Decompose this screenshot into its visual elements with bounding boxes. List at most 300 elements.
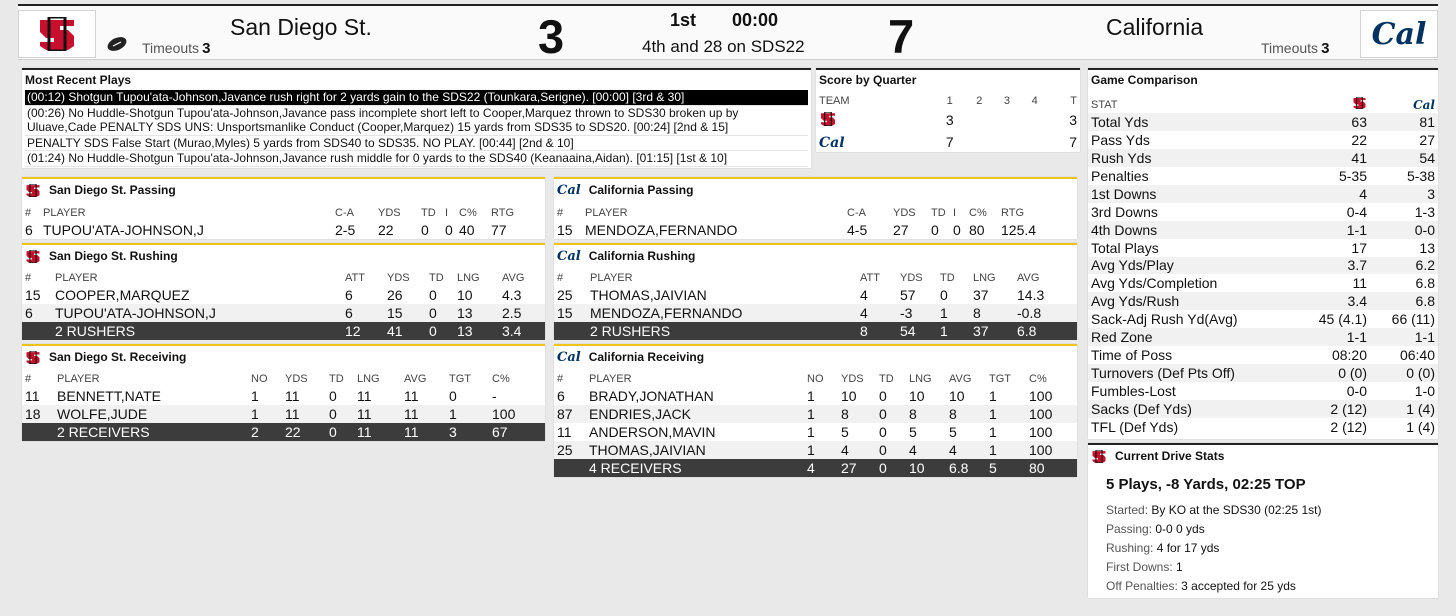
away-value: 54 xyxy=(1370,149,1438,167)
cell-lng: 10 xyxy=(906,459,946,477)
sdsu-logo-icon xyxy=(1290,96,1370,113)
col-header: LNG xyxy=(973,271,996,284)
panel-header xyxy=(554,346,1077,366)
home-value: 2 (12) xyxy=(1290,400,1370,418)
drive-summary: 5 Plays, -8 Yards, 02:25 TOP xyxy=(1106,476,1306,493)
cell-att: 8 xyxy=(857,322,897,340)
col-header: AVG xyxy=(502,271,525,284)
cell-ca: 2-5 xyxy=(335,222,356,238)
away-value: 1 (4) xyxy=(1370,400,1438,418)
cell-number: 25 xyxy=(557,287,573,303)
cell-td: 0 xyxy=(876,405,906,423)
away-value: 1-3 xyxy=(1414,203,1435,220)
stat-label: TFL (Def Yds) xyxy=(1091,418,1179,435)
comparison-row xyxy=(1088,257,1438,275)
stat-label: Avg Yds/Rush xyxy=(1088,292,1290,310)
cell-lng: 5 xyxy=(909,424,917,440)
away-value: 6.2 xyxy=(1370,257,1438,275)
cell-number xyxy=(22,423,54,441)
cell-player: 2 RUSHERS xyxy=(587,322,857,340)
cal-receiving-table xyxy=(554,370,1077,477)
cell-pct: 80 xyxy=(969,222,985,238)
cell-lng: 37 xyxy=(970,322,1014,340)
cell-att: 6 xyxy=(342,304,384,322)
cell-player[interactable]: WOLFE,JUDE xyxy=(54,405,248,423)
cell-avg: 6.8 xyxy=(1014,322,1077,340)
cal-logo-icon: Cal xyxy=(819,134,845,151)
cell-lng: 8 xyxy=(906,405,946,423)
timeouts-label: Timeouts xyxy=(1261,40,1319,56)
table-row xyxy=(554,304,1077,322)
cell-no: 4 xyxy=(804,459,838,477)
home-value: 3.4 xyxy=(1290,292,1370,310)
cell-att: 4 xyxy=(857,304,897,322)
home-value: 4 xyxy=(1290,185,1370,203)
cell-avg: 4.3 xyxy=(502,287,522,303)
cell-pct: 67 xyxy=(489,423,545,441)
cal-logo-icon: Cal xyxy=(557,349,581,365)
cell-lng: 11 xyxy=(357,388,372,404)
col-header: TD xyxy=(940,271,955,284)
quarter-score xyxy=(993,131,1021,153)
home-value: 0-0 xyxy=(1346,383,1367,400)
panel-title: California Rushing xyxy=(588,249,696,263)
cell-number: 15 xyxy=(557,222,573,238)
cell-player[interactable]: TUPOU'ATA-JOHNSON,J xyxy=(52,304,342,322)
cell-td: 0 xyxy=(876,459,906,477)
away-value: 5-38 xyxy=(1406,167,1435,184)
quarter-score xyxy=(965,109,993,131)
cell-yds: 57 xyxy=(900,287,916,303)
table-row xyxy=(22,304,545,322)
col-header: TD xyxy=(421,206,436,219)
away-value: 6.8 xyxy=(1415,275,1435,292)
cell-pct: 100 xyxy=(1029,388,1053,404)
home-value: 0-4 xyxy=(1346,203,1367,220)
comparison-row xyxy=(1088,400,1438,418)
cell-lng: 10 xyxy=(457,287,473,303)
cell-yds: 4 xyxy=(838,441,876,459)
cell-pct: 100 xyxy=(489,405,545,423)
sdsu-logo-icon xyxy=(1091,450,1107,463)
cell-avg: 11 xyxy=(401,405,446,423)
col-header: TD xyxy=(329,372,344,385)
cell-no: 1 xyxy=(804,405,838,423)
panel-title: Current Drive Stats xyxy=(1115,449,1225,463)
comparison-row xyxy=(1088,328,1438,346)
col-header: C% xyxy=(1029,372,1047,385)
panel-title: San Diego St. Rushing xyxy=(49,249,178,263)
away-value: 0 (0) xyxy=(1370,364,1438,382)
cell-player[interactable]: BENNETT,NATE xyxy=(57,388,161,404)
comparison-row xyxy=(1088,185,1438,203)
cell-no: 2 xyxy=(248,423,282,441)
col-header: YDS xyxy=(378,206,401,219)
cal-receiving-panel xyxy=(554,344,1077,477)
col-header: # xyxy=(25,271,32,284)
cell-tgt: 1 xyxy=(986,405,1026,423)
cal-rushing-table xyxy=(554,269,1077,340)
cell-tgt: 3 xyxy=(446,423,489,441)
cell-tgt: 1 xyxy=(989,424,997,440)
cell-att: 6 xyxy=(345,287,353,303)
cal-passing-panel xyxy=(554,177,1077,239)
cell-avg: 8 xyxy=(946,405,986,423)
away-value: 3 xyxy=(1370,185,1438,203)
panel-title: Most Recent Plays xyxy=(25,73,132,87)
stat-label: Red Zone xyxy=(1088,328,1290,346)
cell-int: 0 xyxy=(445,222,453,238)
table-row xyxy=(22,405,545,423)
panel-header xyxy=(22,245,545,265)
away-value: 1 (4) xyxy=(1406,418,1435,435)
table-row xyxy=(554,387,1077,405)
play-item[interactable]: (01:24) No Huddle-Shotgun Tupou'ata-Johnson,Javance rush middle for 0 yards to the SDS40 (Keanaaina,Aidan). [01:15] [1st & 10] xyxy=(25,151,808,167)
col-header: 1 xyxy=(946,94,953,107)
col-header: LNG xyxy=(357,372,380,385)
home-value: 45 (4.1) xyxy=(1318,311,1367,328)
drive-stat-line xyxy=(1106,501,1420,520)
cell-att: 12 xyxy=(342,322,384,340)
cell-number: 87 xyxy=(554,405,586,423)
sds-passing-panel xyxy=(22,177,545,239)
home-value: 63 xyxy=(1290,113,1370,131)
cell-player[interactable]: MENDOZA,FERNANDO xyxy=(585,222,738,238)
col-header: C-A xyxy=(335,206,354,219)
sds-passing-table xyxy=(22,204,545,239)
comparison-row xyxy=(1088,131,1438,149)
current-drive-panel xyxy=(1088,443,1438,598)
panel-title: San Diego St. Passing xyxy=(49,183,176,197)
cell-number xyxy=(554,459,586,477)
col-header: RTG xyxy=(491,206,515,219)
col-header: YDS xyxy=(900,271,923,284)
sdsu-logo-icon xyxy=(18,10,96,58)
col-header: C% xyxy=(492,372,510,385)
col-header: YDS xyxy=(387,271,410,284)
cell-td: 0 xyxy=(326,423,354,441)
col-header: 2 xyxy=(976,94,983,107)
cell-number xyxy=(554,322,587,340)
sdsu-logo-icon xyxy=(25,351,41,364)
table-row xyxy=(22,221,545,239)
home-score: 3 xyxy=(538,10,565,63)
cal-logo-icon: Cal xyxy=(1360,10,1438,58)
cell-number: 25 xyxy=(554,441,586,459)
col-header: # xyxy=(557,271,564,284)
cell-no: 1 xyxy=(804,441,838,459)
timeouts-label: Timeouts xyxy=(142,40,200,56)
comparison-row xyxy=(1088,149,1438,167)
comparison-row xyxy=(1088,346,1438,364)
home-value: 1-1 xyxy=(1290,221,1370,239)
cal-logo-icon: Cal xyxy=(1413,97,1435,112)
stat-label: Fumbles-Lost xyxy=(1091,383,1176,400)
cell-player[interactable]: THOMAS,JAIVIAN xyxy=(590,287,707,303)
drive-stat-label: Passing: xyxy=(1106,522,1153,536)
drive-stat-value: 0-0 0 yds xyxy=(1155,522,1205,536)
cell-player[interactable]: THOMAS,JAIVIAN xyxy=(586,441,804,459)
cal-logo-icon: Cal xyxy=(557,182,581,198)
cell-lng: 11 xyxy=(354,423,401,441)
cell-player: 4 RECEIVERS xyxy=(586,459,804,477)
col-header: ATT xyxy=(345,271,365,284)
col-header: TD xyxy=(931,206,946,219)
col-header: I xyxy=(445,206,449,219)
panel-title: California Passing xyxy=(588,183,694,197)
timeouts-value: 3 xyxy=(202,40,211,57)
play-item[interactable]: (00:26) No Huddle-Shotgun Tupou'ata-Johnson,Javance pass incomplete short left to Cooper,Marquez thrown to SDS30 broken up by Uluave,Cade PENALTY SDS UNS: Unsportsmanlike Conduct (Cooper,Marquez) 15 yards from SDS35 to SDS20. [00:24] [2nd & 15] xyxy=(25,106,808,136)
col-header: PLAYER xyxy=(585,206,628,219)
cell-pct: 100 xyxy=(1026,405,1077,423)
quarter-score: 7 xyxy=(945,134,954,150)
col-header: C-A xyxy=(847,206,866,219)
sdsu-logo-icon xyxy=(25,250,41,263)
cell-rtg: 125.4 xyxy=(1001,222,1037,238)
cell-yds: -3 xyxy=(897,304,937,322)
home-value: 08:20 xyxy=(1331,347,1367,364)
panel-title: Game Comparison xyxy=(1091,73,1198,87)
drive-stat-line xyxy=(1106,520,1420,539)
sds-rushing-panel xyxy=(22,243,545,339)
stat-label: Pass Yds xyxy=(1091,131,1150,148)
down-distance: 4th and 28 on SDS22 xyxy=(642,37,805,56)
play-item[interactable]: PENALTY SDS False Start (Murao,Myles) 5 yards from SDS40 to SDS35. NO PLAY. [00:44] [2nd & 10] xyxy=(25,136,808,152)
quarter-score: 3 xyxy=(945,112,954,128)
cell-yds: 22 xyxy=(282,423,326,441)
col-header: RTG xyxy=(1001,206,1025,219)
table-row xyxy=(554,221,1077,239)
away-score: 7 xyxy=(888,10,915,63)
cell-yds: 10 xyxy=(841,388,857,404)
cell-avg: 2.5 xyxy=(499,304,545,322)
stat-label: Sack-Adj Rush Yd(Avg) xyxy=(1091,311,1238,328)
sds-receiving-panel xyxy=(22,344,545,441)
stat-label: Sacks (Def Yds) xyxy=(1088,400,1290,418)
play-item[interactable]: (00:12) Shotgun Tupou'ata-Johnson,Javance rush right for 2 yards gain to the SDS22 (Tounkara,Serigne). [00:00] [3rd & 30] xyxy=(25,90,808,106)
stat-label: Avg Yds/Play xyxy=(1088,257,1290,275)
cell-tgt: 1 xyxy=(446,405,489,423)
sdsu-logo-icon xyxy=(816,109,934,131)
cell-lng: 10 xyxy=(909,388,925,404)
cell-td: 0 xyxy=(879,388,887,404)
cell-lng: 37 xyxy=(973,287,989,303)
comparison-row xyxy=(1088,310,1438,328)
away-value: 27 xyxy=(1419,131,1435,148)
cell-yds: 15 xyxy=(384,304,426,322)
game-clock: 00:00 xyxy=(732,10,779,30)
home-value: 3.7 xyxy=(1290,257,1370,275)
cell-number: 6 xyxy=(22,304,52,322)
drive-stat-label: Started: xyxy=(1106,503,1149,517)
col-header: TGT xyxy=(989,372,1011,385)
cell-pct: 40 xyxy=(459,222,475,238)
cell-pct: - xyxy=(492,388,497,404)
recent-plays-panel xyxy=(22,68,811,168)
score-by-quarter-table xyxy=(816,92,1080,153)
cell-yds: 11 xyxy=(285,388,300,404)
col-header: STAT xyxy=(1091,98,1118,111)
cell-td: 0 xyxy=(876,441,906,459)
cell-number: 6 xyxy=(25,222,33,238)
cell-yds: 26 xyxy=(387,287,403,303)
cell-avg: 10 xyxy=(949,388,965,404)
col-header: YDS xyxy=(285,372,308,385)
away-value: 1-0 xyxy=(1414,383,1435,400)
cell-number: 11 xyxy=(557,424,572,440)
cell-player[interactable]: ANDERSON,MAVIN xyxy=(589,424,716,440)
cell-yds: 27 xyxy=(893,222,909,238)
col-header: # xyxy=(557,206,564,219)
col-header: T xyxy=(1070,94,1077,107)
col-header: YDS xyxy=(893,206,916,219)
comparison-row xyxy=(1088,292,1438,310)
table-row xyxy=(22,387,545,405)
col-header: C% xyxy=(969,206,987,219)
cell-yds: 54 xyxy=(897,322,937,340)
cell-no: 1 xyxy=(807,424,815,440)
sdsu-logo-icon xyxy=(25,184,41,197)
game-comparison-table xyxy=(1088,96,1438,436)
cell-avg: 4 xyxy=(946,441,986,459)
col-header: TD xyxy=(429,271,444,284)
cell-yds: 5 xyxy=(841,424,849,440)
comparison-row xyxy=(1088,239,1438,257)
drive-stat-line xyxy=(1106,577,1420,596)
away-value: 06:40 xyxy=(1399,347,1435,364)
col-header: PLAYER xyxy=(590,271,633,284)
drive-stat-value: 3 accepted for 25 yds xyxy=(1181,579,1296,593)
cell-pct: 80 xyxy=(1026,459,1077,477)
col-header: PLAYER xyxy=(589,372,632,385)
drive-stat-value: By KO at the SDS30 (02:25 1st) xyxy=(1151,503,1322,517)
col-header: # xyxy=(25,206,32,219)
comparison-row xyxy=(1088,364,1438,382)
cell-tgt: 1 xyxy=(989,388,997,404)
col-header: # xyxy=(557,372,564,385)
home-timeouts xyxy=(142,40,210,57)
panel-header xyxy=(22,346,545,366)
col-header: LNG xyxy=(909,372,932,385)
cell-yds: 27 xyxy=(838,459,876,477)
cell-td: 0 xyxy=(940,287,948,303)
quarter-score xyxy=(965,131,993,153)
quarter-score xyxy=(993,109,1021,131)
cell-td: 0 xyxy=(421,222,429,238)
cell-lng: 13 xyxy=(454,304,499,322)
comparison-row xyxy=(1088,382,1438,400)
stat-label: 4th Downs xyxy=(1088,221,1290,239)
comparison-row xyxy=(1088,167,1438,185)
quarter: 1st xyxy=(670,10,697,30)
cell-ca: 4-5 xyxy=(847,222,868,238)
cell-int: 0 xyxy=(953,222,961,238)
stat-label: Time of Poss xyxy=(1091,347,1173,364)
cell-avg: 14.3 xyxy=(1017,287,1045,303)
drive-stat-label: Rushing: xyxy=(1106,541,1154,555)
drive-stat-value: 4 for 17 yds xyxy=(1156,541,1220,555)
away-value: 6.8 xyxy=(1370,292,1438,310)
cell-avg: -0.8 xyxy=(1014,304,1077,322)
cell-yds: 41 xyxy=(384,322,426,340)
cell-player[interactable]: BRADY,JONATHAN xyxy=(589,388,714,404)
cell-lng: 4 xyxy=(906,441,946,459)
col-header: AVG xyxy=(404,372,427,385)
cell-td: 0 xyxy=(426,322,454,340)
cell-no: 1 xyxy=(248,405,282,423)
stat-label: Penalties xyxy=(1091,167,1149,184)
cell-lng: 8 xyxy=(970,304,1014,322)
cell-player: 2 RECEIVERS xyxy=(54,423,248,441)
cell-no: 1 xyxy=(807,388,815,404)
comparison-row xyxy=(1088,203,1438,221)
col-header: LNG xyxy=(457,271,480,284)
comparison-row xyxy=(1088,418,1438,436)
table-row xyxy=(22,286,545,304)
cell-player[interactable]: MENDOZA,FERNANDO xyxy=(587,304,857,322)
home-value: 5-35 xyxy=(1338,167,1367,184)
away-team-name: California xyxy=(1106,14,1204,40)
stat-label: 3rd Downs xyxy=(1091,203,1158,220)
table-row xyxy=(554,286,1077,304)
col-header: C% xyxy=(459,206,477,219)
col-header: I xyxy=(953,206,957,219)
cell-player[interactable]: ENDRIES,JACK xyxy=(586,405,804,423)
comparison-row xyxy=(1088,113,1438,131)
quarter-score xyxy=(1021,131,1049,153)
timeouts-value: 3 xyxy=(1321,40,1330,57)
col-header: NO xyxy=(251,372,268,385)
home-value: 2 (12) xyxy=(1330,418,1367,435)
away-value: 66 (11) xyxy=(1391,311,1435,328)
score-by-quarter-panel xyxy=(816,68,1080,152)
cell-no: 1 xyxy=(251,388,259,404)
panel-header xyxy=(554,245,1077,265)
sds-rushing-table xyxy=(22,269,545,340)
cell-td: 0 xyxy=(931,222,939,238)
sds-receiving-table xyxy=(22,370,545,441)
stat-label: Total Yds xyxy=(1088,113,1290,131)
game-comparison-panel xyxy=(1088,68,1438,439)
col-header: NO xyxy=(807,372,824,385)
col-header: # xyxy=(25,372,32,385)
panel-header xyxy=(1088,445,1438,465)
col-header: TEAM xyxy=(819,94,850,107)
home-value: 1-1 xyxy=(1290,328,1370,346)
table-row xyxy=(554,423,1077,441)
away-value: 13 xyxy=(1419,239,1435,256)
cell-player[interactable]: TUPOU'ATA-JOHNSON,J xyxy=(43,222,204,238)
cell-player: 2 RUSHERS xyxy=(52,322,342,340)
col-header: TGT xyxy=(449,372,471,385)
home-value: 41 xyxy=(1290,149,1370,167)
cell-lng: 11 xyxy=(354,405,401,423)
cal-passing-table xyxy=(554,204,1077,239)
drive-stat-label: First Downs: xyxy=(1106,560,1173,574)
cell-yds: 11 xyxy=(282,405,326,423)
home-value: 17 xyxy=(1351,239,1367,256)
cell-avg: 3.4 xyxy=(499,322,545,340)
cell-lng: 13 xyxy=(454,322,499,340)
col-header: 3 xyxy=(1003,94,1011,107)
total-row xyxy=(554,322,1077,340)
cell-td: 0 xyxy=(326,405,354,423)
cell-yds: 22 xyxy=(378,222,394,238)
col-header: YDS xyxy=(841,372,864,385)
total-row xyxy=(22,322,545,340)
home-value: 22 xyxy=(1351,131,1367,148)
cell-player[interactable]: COOPER,MARQUEZ xyxy=(55,287,190,303)
